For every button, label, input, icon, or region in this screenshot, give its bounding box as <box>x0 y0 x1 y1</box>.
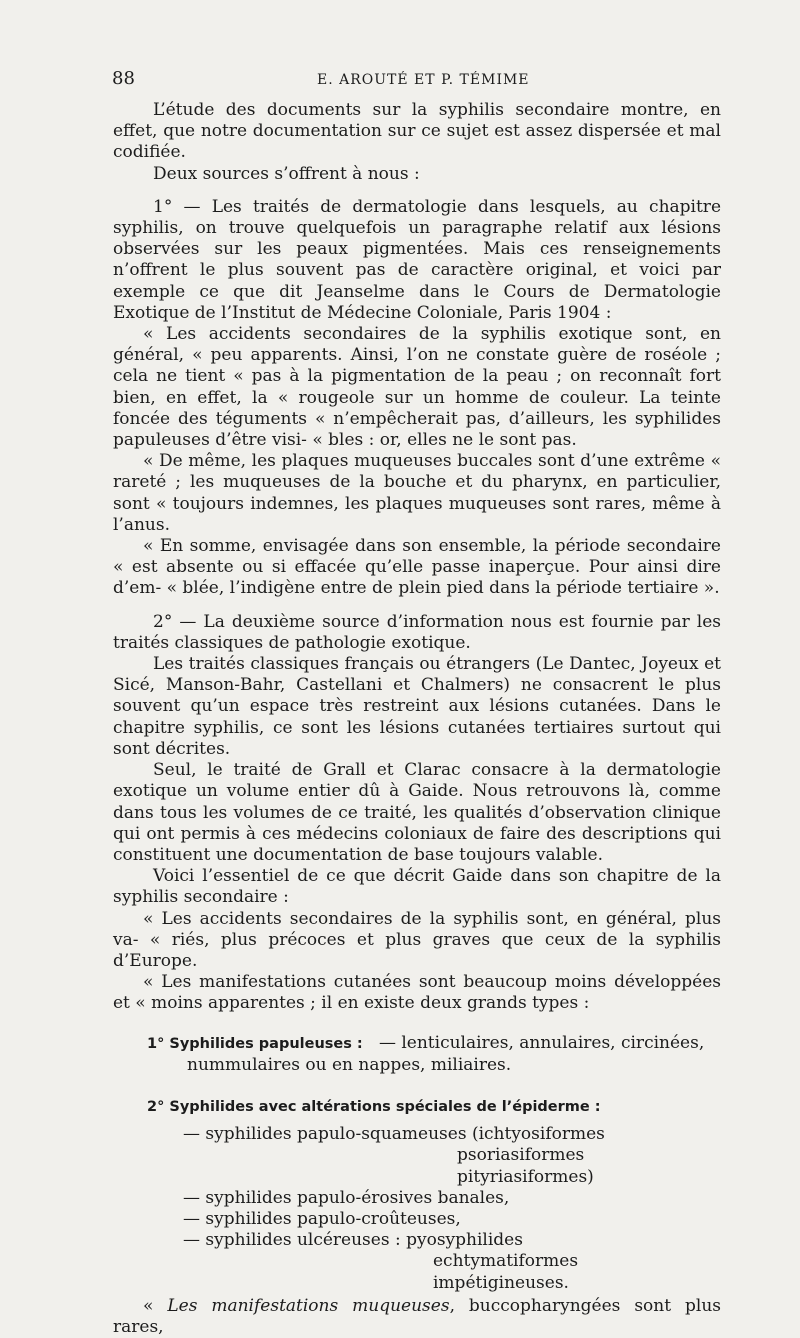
list-item: — syphilides papulo-squameuses (ichtyosiformes <box>183 1124 605 1145</box>
quote-gaide-1: « Les accidents secondaires de la syphilis sont, en général, plus va- « riés, plus précoces et plus graves que ceux de la syphilis d’Europe. <box>113 908 721 971</box>
paragraph-traites: Les traités classiques français ou étrangers (Le Dantec, Joyeux et Sicé, Manson-Bahr, Castellani et Chalmers) ne consacrent le plus souvent qu’un espace très restreint aux lésions cutanées. Dans le chapitre syphilis, ce sont les lésions cutanées tertiaires surtout qui sont décrites. <box>113 654 721 759</box>
paragraph-gaide: Seul, le traité de Grall et Clarac consacre à la dermatologie exotique un volume entier dû à Gaide. Nous retrouvons là, comme dans tous les volumes de ce traité, les qualités d’observation clinique qui ont permis à ces médecins coloniaux de faire des descriptions qui constituent une documentation de base toujours valable. <box>113 760 721 865</box>
type-2-label: 2° Syphilides avec altérations spéciales de l’épiderme : <box>147 1098 601 1115</box>
paragraph-source-2: 2° — La deuxième source d’information nous est fournie par les traités classiques de pathologie exotique. <box>113 611 721 653</box>
page-body <box>113 100 721 1338</box>
running-title: E. AROUTÉ ET P. TÉMIME <box>317 72 530 88</box>
quote-open: « <box>143 1295 168 1316</box>
type-1-text: — lenticulaires, annulaires, circinées, <box>378 1032 705 1053</box>
paragraph-intro: L’étude des documents sur la syphilis secondaire montre, en effet, que notre documentation sur ce sujet est assez dispersée et mal codifiée. <box>113 100 721 163</box>
type-1 <box>113 1033 721 1076</box>
quote-jeanselme-1: « Les accidents secondaires de la syphilis exotique sont, en général, « peu apparents. Ainsi, l’on ne constate guère de roséole ; cela ne tient « pas à la pigmentation de la peau ; on reconnaît fort bien, en effet, la « rougeole sur un homme de couleur. La teinte foncée des téguments « n’empêcherait pas, d’ailleurs, les syphilides papuleuses d’être visi- « bles : or, elles ne le sont pas. <box>113 324 721 451</box>
list-item: — syphilides papulo-croûteuses, <box>183 1208 461 1229</box>
type-1-label: 1° Syphilides papuleuses : <box>147 1035 363 1052</box>
page-header <box>112 68 722 92</box>
paragraph-source-1: 1° — Les traités de dermatologie dans lesquels, au chapitre syphilis, on trouve quelquefois un paragraphe relatif aux lésions observées sur les peaux pigmentées. Mais ces renseignements n’offrent le plus souvent pas de caractère original, et voici par exemple ce que dit Jeanselme dans le Cours de Dermatologie Exotique de l’Institut de Médecine Coloniale, Paris 1904 : <box>113 196 721 323</box>
list-item-sub: impétigineuses. <box>433 1272 569 1293</box>
list-item-sub: echtymatiformes <box>433 1251 579 1272</box>
paragraph-essentiel: Voici l’essentiel de ce que décrit Gaide dans son chapitre de la syphilis secondaire : <box>113 866 721 908</box>
list-item: — syphilides ulcéreuses : pyosyphilides <box>183 1230 523 1251</box>
list-item-sub: psoriasiformes <box>457 1145 585 1166</box>
type-2 <box>113 1096 721 1118</box>
italic-phrase: Les manifestations muqueuses <box>167 1295 450 1316</box>
quote-jeanselme-3: « En somme, envisagée dans son ensemble, la période secondaire « est absente ou si effacée qu’elle passe inaperçue. Pour ainsi dire d’em- « blée, l’indigène entre de plein pied dans la période tertiaire ». <box>113 536 721 599</box>
quote-jeanselme-2: « De même, les plaques muqueuses buccales sont d’une extrême « rareté ; les muqueuses de la bouche et du pharynx, en particulier, sont « toujours indemnes, les plaques muqueuses sont rares, même à l’anus. <box>113 451 721 535</box>
page-number: 88 <box>112 68 135 89</box>
list-item-sub: pityriasiformes) <box>457 1166 594 1187</box>
paragraph-muqueuses <box>113 1296 721 1338</box>
type-1-continuation: nummulaires ou en nappes, miliaires. <box>187 1054 512 1075</box>
list-item: — syphilides papulo-érosives banales, <box>183 1187 510 1208</box>
last-line-rest: , buccopharyngées sont plus rares, <box>113 1295 721 1337</box>
quote-gaide-2: « Les manifestations cutanées sont beaucoup moins développées et « moins apparentes ; il en existe deux grands types : <box>113 972 721 1014</box>
paragraph-sources: Deux sources s’offrent à nous : <box>153 163 420 184</box>
